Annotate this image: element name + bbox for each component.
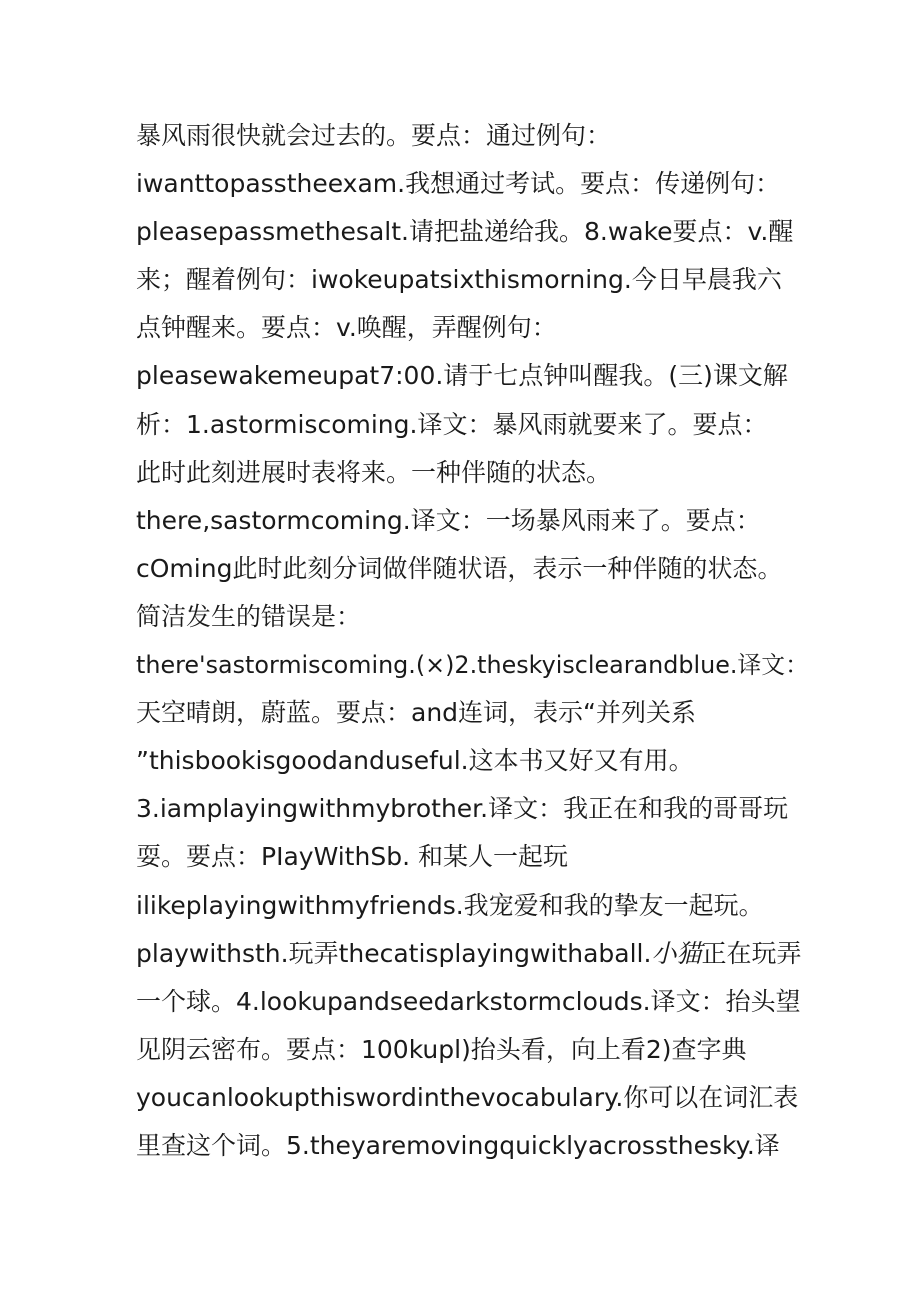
text-line (136, 930, 816, 978)
text-line: 暴风雨很快就会过去的。要点：通过例句： (136, 121, 612, 150)
text-line: 一个球。4.lookupandseedarkstormclouds.译文：抬头望 (136, 986, 801, 1016)
text-line: pleasewakemeupat7:00.请于七点钟叫醒我。(三)课文解 (136, 361, 788, 391)
text-line: 里查这个词。5.theyaremovingquicklyacrossthesky.译 (136, 1130, 780, 1160)
text-run: 正在玩弄 (701, 938, 802, 968)
text-line: 耍。要点：PIayWithSb. 和某人一起玩 (136, 842, 568, 872)
text-line: cOming此时此刻分词做伴随状语，表示一种伴随的状态。 (136, 553, 783, 583)
body-text (136, 112, 816, 1170)
text-run: playwithsth.玩弄thecatisplayingwithaball. (136, 938, 652, 968)
text-line: youcanlookupthiswordinthevocabulary.你可以在词汇表 (136, 1082, 799, 1112)
text-line: 简洁发生的错误是： (136, 601, 362, 631)
italic-text-run: 小猫 (651, 938, 702, 968)
text-line: iwanttopasstheexam.我想通过考试。要点：传递例句： (136, 169, 781, 199)
text-line: ilikeplayingwithmyfriends.我宠爱和我的挚友一起玩。 (136, 890, 764, 920)
text-line: 点钟醒来。要点：v.唤醒，弄醒例句： (136, 313, 557, 343)
text-line: there'sastormiscoming.(×)2.theskyisclearandblue.译文： (136, 651, 809, 680)
text-line: 3.iamplayingwithmybrother.译文：我正在和我的哥哥玩 (136, 794, 789, 824)
text-line: ”thisbookisgoodanduseful.这本书又好又有用。 (136, 746, 694, 776)
text-line: 天空晴朗，蔚蓝。要点：and连词，表示“并列关系 (136, 698, 696, 728)
text-line: 见阴云密布。要点：100kupl)抬头看，向上看2)查字典 (136, 1034, 747, 1064)
text-line: 来；醒着例句：iwokeupatsixthismorning.今日早晨我六 (136, 265, 782, 295)
text-line: there‚sastormcoming.译文：一场暴风雨来了。要点： (136, 505, 761, 535)
text-line: 此时此刻进展时表将来。一种伴随的状态。 (136, 457, 612, 487)
text-line: 析：1.astormiscoming.译文：暴风雨就要来了。要点： (136, 409, 768, 439)
text-line: pleasepassmethesalt.请把盐递给我。8.wake要点：v.醒 (136, 217, 794, 247)
